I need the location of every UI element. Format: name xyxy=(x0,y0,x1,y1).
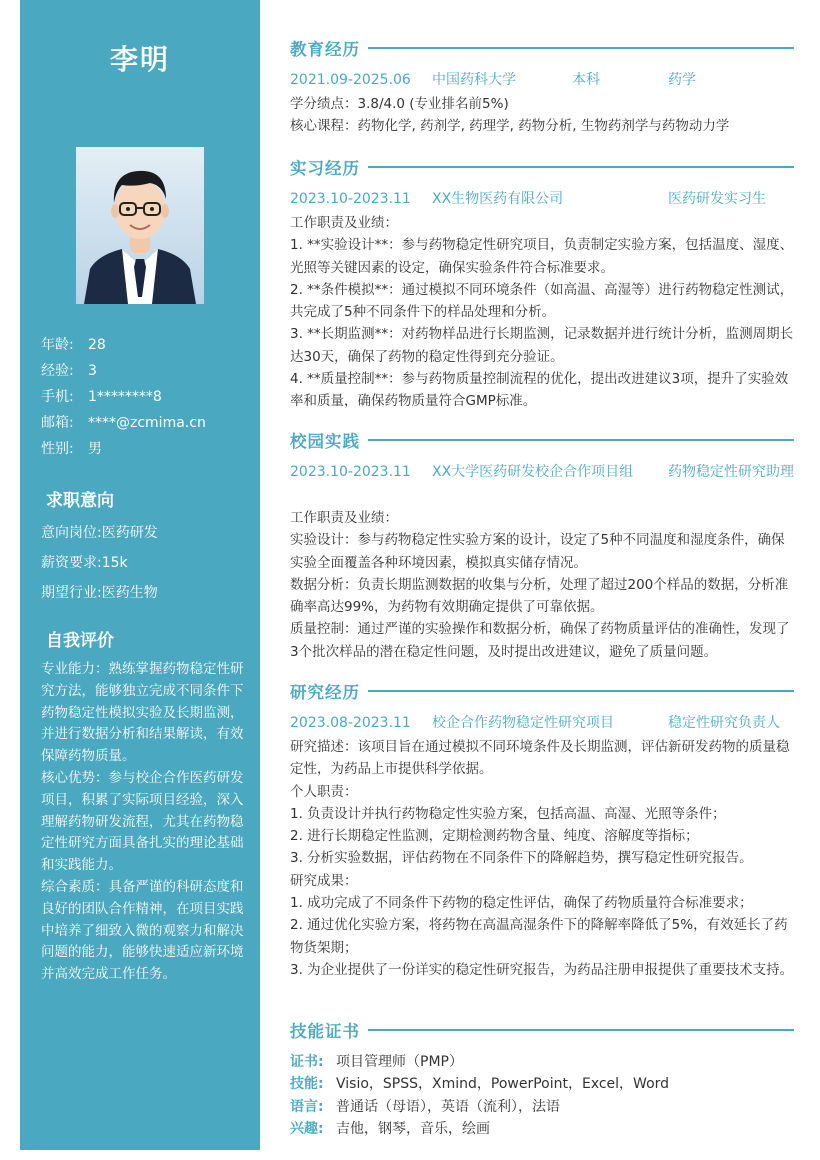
info-experience xyxy=(41,360,251,386)
research-line: 3. 为企业提供了一份详实的稳定性研究报告，为药品注册申报提供了重要技术支持。 xyxy=(290,961,794,978)
info-gender xyxy=(41,438,251,464)
intent-value: 医药研发 xyxy=(101,525,158,541)
avatar-illustration xyxy=(76,147,204,304)
internship-meta xyxy=(290,188,794,210)
candidate-name: 李明 xyxy=(109,43,170,76)
intent-position xyxy=(41,522,251,552)
section-title: 实习经历 xyxy=(290,159,360,178)
education-line: 核心课程：药物化学, 药剂学, 药理学, 药物分析, 生物药剂学与药物动力学 xyxy=(290,118,730,135)
internship-line: 3. **长期监测**：对药物样品进行长期监测，记录数据并进行统计分析，监测周期长达30天，确保了药物的稳定性得到充分验证。 xyxy=(290,326,794,365)
section-title: 教育经历 xyxy=(290,40,360,59)
campus-details xyxy=(290,507,794,663)
skill-value: 普通话（母语），英语（流利），法语 xyxy=(336,1098,560,1115)
intent-label: 意向岗位: xyxy=(41,525,102,541)
info-value: ****@zcmima.cn xyxy=(88,415,206,431)
info-label: 邮箱: xyxy=(41,415,74,431)
intent-salary xyxy=(41,552,251,582)
internship-details xyxy=(290,212,794,413)
internship-period: 2023.10-2023.11 xyxy=(290,191,411,207)
skill-tools xyxy=(290,1073,794,1095)
self-eval-paragraph: 核心优势：参与校企合作医药研发项目，积累了实际项目经验，深入理解药物研发流程，尤其在药物稳定性研究方面具备扎实的理论基础和实践能力。 xyxy=(41,769,244,874)
research-project: 校企合作药物稳定性研究项目 xyxy=(432,715,614,731)
section-research xyxy=(290,680,794,702)
internship-line: 工作职责及业绩： xyxy=(290,215,398,231)
education-period: 2021.09-2025.06 xyxy=(290,72,411,88)
skills-list xyxy=(290,1051,794,1140)
section-divider xyxy=(368,1029,794,1031)
intent-list xyxy=(41,522,251,612)
intent-label: 期望行业: xyxy=(41,585,102,601)
skill-label: 技能: xyxy=(290,1076,324,1093)
section-divider xyxy=(368,47,794,49)
research-line: 2. 进行长期稳定性监测，定期检测药物含量、纯度、溶解度等指标； xyxy=(290,828,699,845)
skill-languages xyxy=(290,1096,794,1118)
intent-industry xyxy=(41,582,251,612)
self-eval-paragraph: 综合素质：具备严谨的科研态度和良好的团队合作精神，在项目实践中培养了细致入微的观察力和解决问题的能力，能够快速适应新环境并高效完成工作任务。 xyxy=(41,878,244,983)
intent-value: 医药生物 xyxy=(101,585,158,601)
info-age xyxy=(41,334,251,360)
internship-line: 2. **条件模拟**：通过模拟不同环境条件（如高温、高湿等）进行药物稳定性测试，共完成了5种不同条件下的样品处理和分析。 xyxy=(290,281,794,321)
education-degree: 本科 xyxy=(572,72,600,88)
info-label: 年龄: xyxy=(41,337,74,353)
section-education xyxy=(290,37,794,59)
research-period: 2023.08-2023.11 xyxy=(290,715,411,731)
section-divider xyxy=(368,439,794,441)
info-phone xyxy=(41,386,251,412)
education-major: 药学 xyxy=(668,72,696,88)
skill-interests xyxy=(290,1118,794,1140)
section-skills xyxy=(290,1019,794,1041)
section-title: 技能证书 xyxy=(290,1022,360,1041)
campus-line: 数据分析：负责长期监测数据的收集与分析，处理了超过200个样品的数据，分析准确率高达99%，为药物有效期确定提供了可靠依据。 xyxy=(290,576,789,616)
research-meta xyxy=(290,712,794,734)
info-value: 3 xyxy=(88,363,97,379)
research-line: 个人职责： xyxy=(290,783,358,800)
education-line: 学分绩点：3.8/4.0 (专业排名前5%) xyxy=(290,96,509,112)
info-label: 经验: xyxy=(41,363,74,379)
section-title: 校园实践 xyxy=(290,432,360,451)
campus-line: 质量控制：通过严谨的实验操作和数据分析，确保了药物质量评估的准确性，发现了3个批次样品的潜在稳定性问题，及时提出改进建议，避免了质量问题。 xyxy=(290,621,790,660)
skill-value: Visio，SPSS，Xmind，PowerPoint，Excel，Word xyxy=(336,1076,670,1093)
research-line: 1. 成功完成了不同条件下药物的稳定性评估，确保了药物质量符合标准要求； xyxy=(290,895,753,912)
info-label: 手机: xyxy=(41,389,74,405)
campus-org: XX大学医药研发校企合作项目组 xyxy=(432,464,634,480)
research-line: 研究成果： xyxy=(290,872,358,889)
campus-role: 药物稳定性研究助理 xyxy=(668,464,794,480)
self-eval-text xyxy=(41,659,244,986)
education-meta xyxy=(290,69,794,91)
info-label: 性别: xyxy=(41,441,74,457)
campus-line: 实验设计：参与药物稳定性实验方案的设计，设定了5种不同温度和湿度条件，确保实验全面覆盖各种环境因素，模拟真实储存情况。 xyxy=(290,532,785,571)
intent-title: 求职意向 xyxy=(46,491,114,511)
section-divider xyxy=(368,166,794,168)
intent-value: 15k xyxy=(101,555,128,571)
skill-value: 项目管理师（PMP） xyxy=(336,1054,463,1070)
section-campus xyxy=(290,429,794,451)
section-divider xyxy=(368,690,794,692)
skill-certificate xyxy=(290,1051,794,1073)
internship-line: 1. **实验设计**：参与药物稳定性研究项目，负责制定实验方案，包括温度、湿度、光照等关键因素的设定，确保实验条件符合标准要求。 xyxy=(290,237,794,276)
internship-company: XX生物医药有限公司 xyxy=(432,191,564,207)
self-eval-title: 自我评价 xyxy=(46,631,114,651)
section-title: 研究经历 xyxy=(290,683,360,702)
intent-label: 薪资要求: xyxy=(41,555,102,571)
campus-period: 2023.10-2023.11 xyxy=(290,464,411,480)
campus-meta xyxy=(290,461,794,505)
skill-label: 证书: xyxy=(290,1054,324,1070)
education-school: 中国药科大学 xyxy=(432,72,516,88)
basic-info-list xyxy=(41,334,251,464)
internship-line: 4. **质量控制**：参与药物质量控制流程的优化，提出改进建议3项，提升了实验效率和质量，确保药物质量符合GMP标准。 xyxy=(290,371,789,410)
internship-role: 医药研发实习生 xyxy=(668,191,766,207)
info-email xyxy=(41,412,251,438)
sidebar xyxy=(20,0,260,1150)
info-value: 28 xyxy=(88,337,106,353)
research-line: 3. 分析实验数据，评估药物在不同条件下的降解趋势，撰写稳定性研究报告。 xyxy=(290,850,753,867)
research-role: 稳定性研究负责人 xyxy=(668,715,780,731)
section-internship xyxy=(290,156,794,178)
research-details xyxy=(290,736,794,981)
skill-label: 兴趣: xyxy=(290,1120,324,1137)
campus-line: 工作职责及业绩： xyxy=(290,510,398,526)
research-line: 1. 负责设计并执行药物稳定性实验方案，包括高温、高湿、光照等条件； xyxy=(290,805,726,822)
avatar-photo xyxy=(76,147,204,304)
skill-label: 语言: xyxy=(290,1098,324,1115)
research-line: 研究描述：该项目旨在通过模拟不同环境条件及长期监测，评估新研发药物的质量稳定性，为药品上市提供科学依据。 xyxy=(290,739,790,778)
info-value: 男 xyxy=(88,441,102,457)
education-details xyxy=(290,93,794,138)
info-value: 1********8 xyxy=(88,389,162,405)
research-line: 2. 通过优化实验方案，将药物在高温高湿条件下的降解率降低了5%，有效延长了药物货架期； xyxy=(290,917,788,956)
skill-value: 吉他，钢琴，音乐，绘画 xyxy=(336,1120,490,1137)
self-eval-paragraph: 专业能力：熟练掌握药物稳定性研究方法，能够独立完成不同条件下药物稳定性模拟实验及长期监测，并进行数据分析和结果解读，有效保障药物质量。 xyxy=(41,661,244,765)
